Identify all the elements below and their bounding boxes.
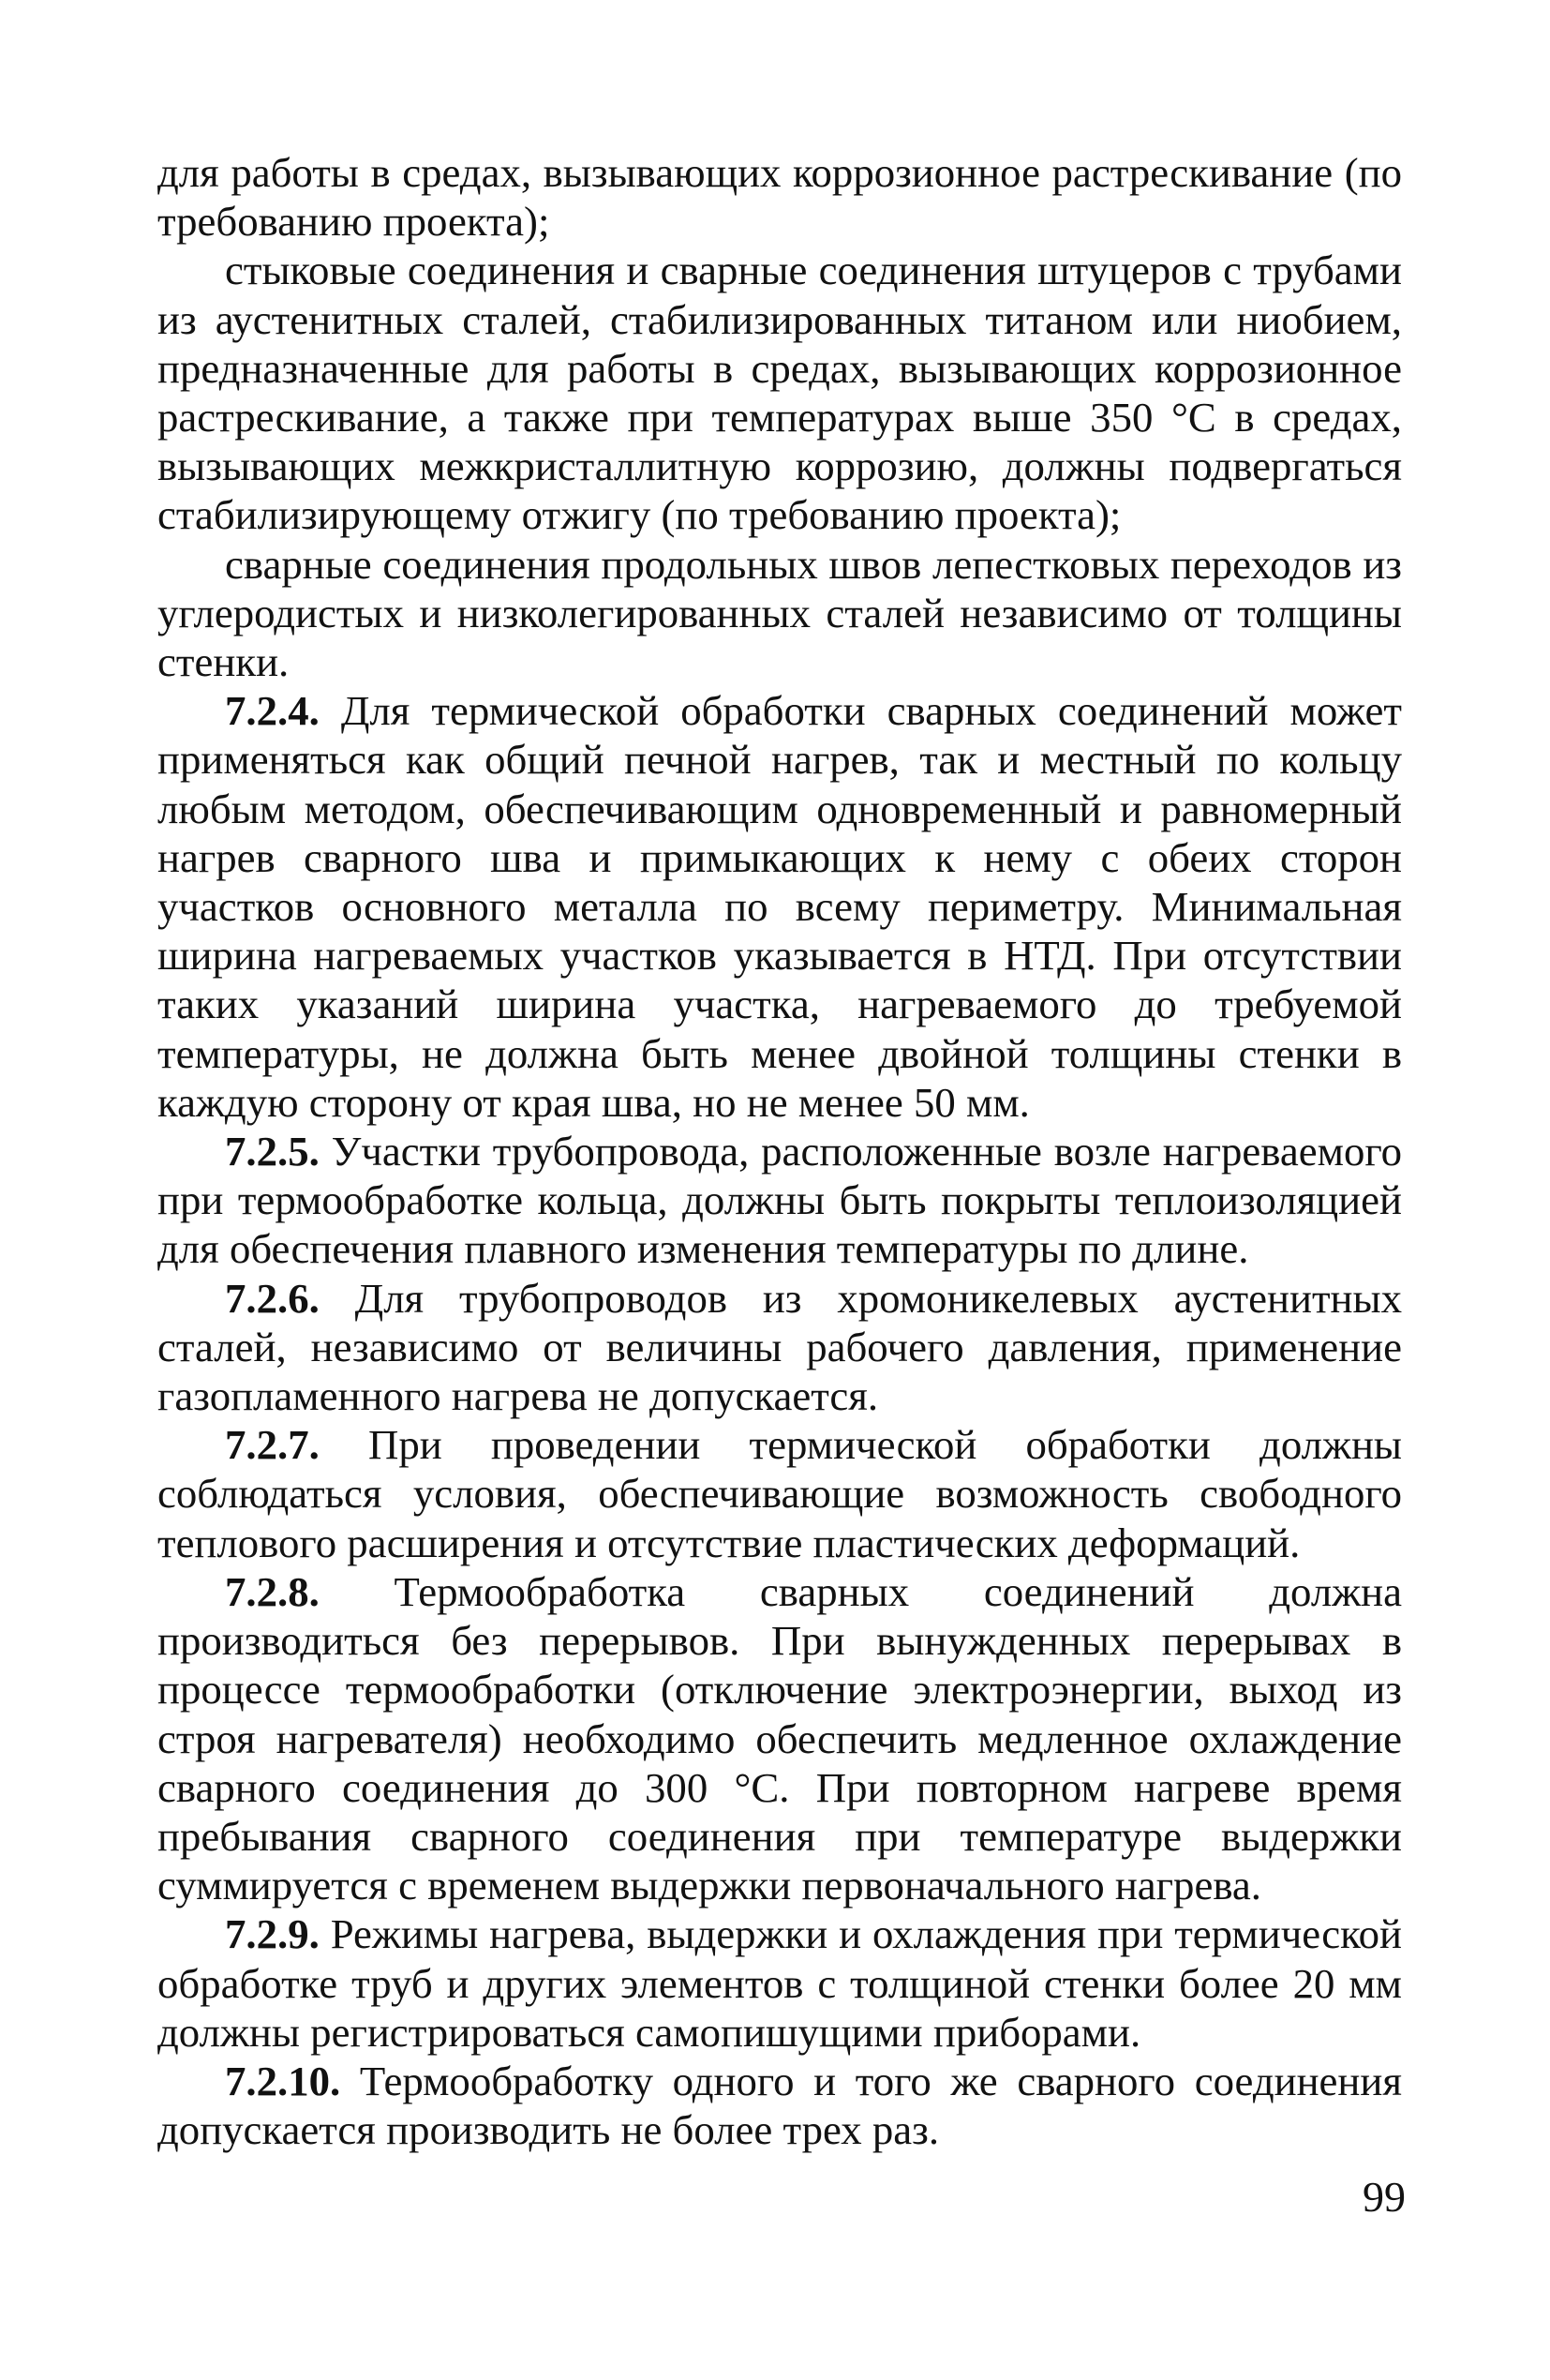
- clause-7-2-9: [157, 1909, 1402, 2057]
- list-item-stabilizing-annealing: [157, 246, 1402, 539]
- paragraph-text: для работы в средах, вызывающих коррозионное растрескивание (по требованию проекта);: [157, 149, 1402, 246]
- clause-number: 7.2.6.: [225, 1274, 320, 1322]
- clause-number: 7.2.9.: [225, 1910, 320, 1958]
- clause-7-2-8: [157, 1567, 1402, 1909]
- page-body: [157, 148, 1402, 2238]
- paragraph-continuation: [157, 148, 1402, 246]
- clause-number: 7.2.4.: [225, 687, 320, 735]
- clause-text: При проведении термической обработки должны соблюдаться условия, обеспечивающие возможность свободного теплового расширения и отсутствие пластических деформаций.: [157, 1421, 1403, 1566]
- clause-7-2-6: [157, 1274, 1402, 1421]
- clause-text: Термообработка сварных соединений должна производиться без перерывов. При вынужденных перерывах в процессе термообработки (отключение электроэнергии, выход из строя нагревателя) необходимо обеспечить медленное охлаждение сварного соединения до 300 °С. При повторном нагреве время пребывания сварного соединения при температуре выдержки суммируется с временем выдержки первоначального нагрева.: [157, 1567, 1403, 1909]
- clause-text: Участки трубопровода, расположенные возле нагреваемого при термообработке кольца, должны быть покрыты теплоизоляцией для обеспечения плавного изменения температуры по длине.: [157, 1128, 1403, 1273]
- clause-7-2-10: [157, 2057, 1402, 2154]
- clause-7-2-7: [157, 1420, 1402, 1567]
- clause-text: Термообработку одного и того же сварного соединения допускается производить не более трех раз.: [157, 2057, 1402, 2154]
- clause-7-2-5: [157, 1127, 1402, 1274]
- page-number: 99: [1363, 2173, 1406, 2221]
- clause-number: 7.2.5.: [225, 1128, 320, 1175]
- clause-number: 7.2.10.: [225, 2057, 341, 2104]
- clause-number: 7.2.8.: [225, 1567, 320, 1615]
- list-item-petal-transitions: [157, 540, 1402, 687]
- clause-text: Для термической обработки сварных соединений может применяться как общий печной нагрев, так и местный по кольцу любым методом, обеспечивающим одновременный и равномерный нагрев сварного шва и примыкающих к нему с обеих сторон участков основного металла по всему периметру. Минимальная ширина нагреваемых участков указывается в НТД. При отсутствии таких указаний ширина участка, нагреваемого до требуемой температуры, не должна быть менее двойной толщины стенки в каждую сторону от края шва, но не менее 50 мм.: [157, 687, 1403, 1126]
- clause-number: 7.2.7.: [225, 1421, 320, 1469]
- clause-text: Для трубопроводов из хромоникелевых аустенитных сталей, независимо от величины рабочего давления, применение газопламенного нагрева не допускается.: [157, 1274, 1402, 1420]
- clause-text: Режимы нагрева, выдержки и охлаждения при термической обработке труб и других элементов с толщиной стенки более 20 мм должны регистрироваться самопишущими приборами.: [157, 1910, 1402, 2056]
- clause-7-2-4: [157, 686, 1402, 1127]
- paragraph-text: стыковые соединения и сварные соединения штуцеров с трубами из аустенитных сталей, стабилизированных титаном или ниобием, предназначенные для работы в средах, вызывающих коррозионное растрескивание, а также при температурах выше 350 °С в средах, вызывающих межкристаллитную коррозию, должны подвергаться стабилизирующему отжигу (по требованию проекта);: [157, 247, 1402, 539]
- paragraph-text: сварные соединения продольных швов лепестковых переходов из углеродистых и низколегированных сталей независимо от толщины стенки.: [157, 540, 1402, 686]
